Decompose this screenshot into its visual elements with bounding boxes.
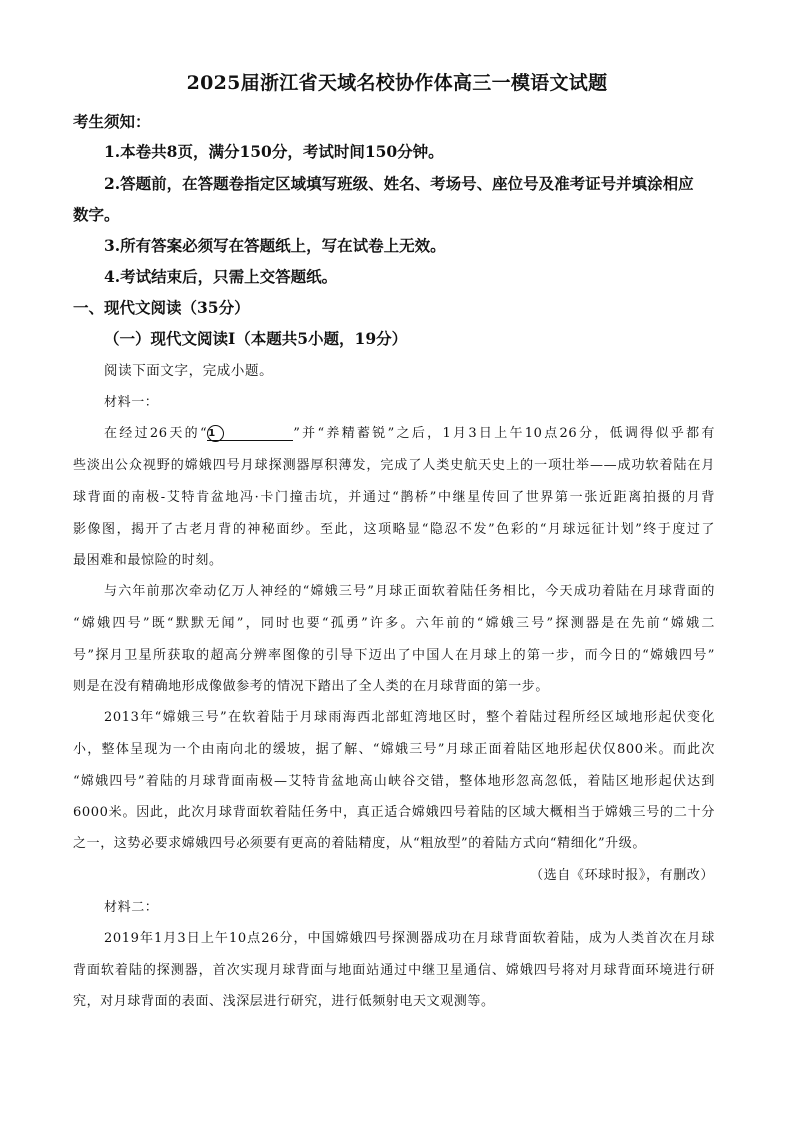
material1-p1-line: 些淡出公众视野的嫦娥四号月球探测器厚积薄发，完成了人类史航天史上的一项壮举——成功软着陆在月	[73, 458, 715, 473]
material1-p1-line: 球背面的南极-艾特肯盆地冯·卡门撞击坑，并通过“鹊桥”中继星传回了世界第一张近距离拍摄的月背	[73, 490, 715, 505]
material1-label: 材料一：	[104, 395, 159, 410]
fill-in-blank	[207, 426, 293, 441]
instruction: 阅读下面文字，完成小题。	[104, 363, 274, 379]
p1-before-blank: 在经过26天的“	[104, 426, 208, 441]
notice-item-2: 2.答题前，在答题卷指定区域填写班级、姓名、考场号、座位号及准考证号并填涂相应	[104, 174, 694, 193]
notice-heading: 考生须知：	[73, 112, 151, 131]
material1-p1-line: 影像图，揭开了古老月背的神秘面纱。至此，这项略显“隐忍不发”色彩的“月球远征计划”终于度过了	[73, 522, 715, 537]
material2-p1-line: 背面软着陆的探测器，首次实现月球背面与地面站通过中继卫星通信、嫦娥四号将对月球背面环境进行研	[73, 963, 715, 978]
material2-label: 材料二：	[104, 900, 159, 915]
material1-p2-line: 号”探月卫星所获取的超高分辨率图像的引导下迈出了中国人在月球上的第一步，而今日的“嫦娥四号”	[73, 648, 715, 663]
material1-p2-line: “嫦娥四号”既“默默无闻”，同时也要“孤勇”许多。六年前的“嫦娥三号”探测器是在先前“嫦娥二	[73, 616, 715, 631]
notice-item-2-cont: 数字。	[73, 205, 120, 224]
material2-p1-line: 究，对月球背面的表面、浅深层进行研究，进行低频射电天文观测等。	[73, 994, 495, 1009]
material1-p3-line: 6000米。因此，此次月球背面软着陆任务中，真正适合嫦娥四号着陆的区域大概相当于嫦娥三号的二十分	[73, 805, 715, 820]
material1-p3-line: “嫦娥四号”着陆的月球背面南极—艾特肯盆地高山峡谷交错，整体地形忽高忽低，着陆区地形起伏达到	[73, 774, 715, 789]
notice-item-1: 1.本卷共8页，满分150分，考试时间150分钟。	[104, 142, 444, 161]
material2-p1-line: 2019年1月3日上午10点26分，中国嫦娥四号探测器成功在月球背面软着陆，成为人类首次在月球	[104, 931, 715, 946]
material1-p2-line: 则是在没有精确地形成像做参考的情况下踏出了全人类的在月球背面的第一步。	[73, 679, 550, 694]
notice-item-4: 4.考试结束后，只需上交答题纸。	[104, 267, 338, 286]
subsection-heading: （一）现代文阅读Ⅰ（本题共5小题，19分）	[104, 329, 408, 348]
notice-item-3: 3.所有答案必须写在答题纸上，写在试卷上无效。	[104, 236, 446, 255]
p1-after-blank: ”并“养精蓄锐”之后，1月3日上午10点26分，低调得似乎都有	[293, 426, 715, 441]
material1-p1-line: 最困难和最惊险的时刻。	[73, 553, 223, 568]
material1-p1-first-line	[104, 422, 715, 441]
material1-p2-line: 与六年前那次牵动亿万人神经的“嫦娥三号”月球正面软着陆任务相比，今天成功着陆在月球背面的	[104, 584, 715, 599]
source-citation: （选自《环球时报》，有删改）	[530, 868, 714, 883]
material1-p3-line: 小，整体呈现为一个由南向北的缓坡，据了解、“嫦娥三号”月球正面着陆区地形起伏仅800米。而此次	[73, 742, 715, 757]
material1-p3-line: 之一，这势必要求嫦娥四号必须要有更高的着陆精度，从“粗放型”的着陆方式向“精细化”升级。	[73, 836, 646, 851]
section-heading: 一、现代文阅读（35分）	[73, 298, 250, 317]
blank-number: 1	[207, 425, 224, 442]
exam-title: 2025届浙江省天域名校协作体高三一模语文试题	[186, 72, 608, 94]
material1-p3-line: 2013年“嫦娥三号”在软着陆于月球雨海西北部虹湾地区时，整个着陆过程所经区域地形起伏变化	[104, 710, 715, 725]
